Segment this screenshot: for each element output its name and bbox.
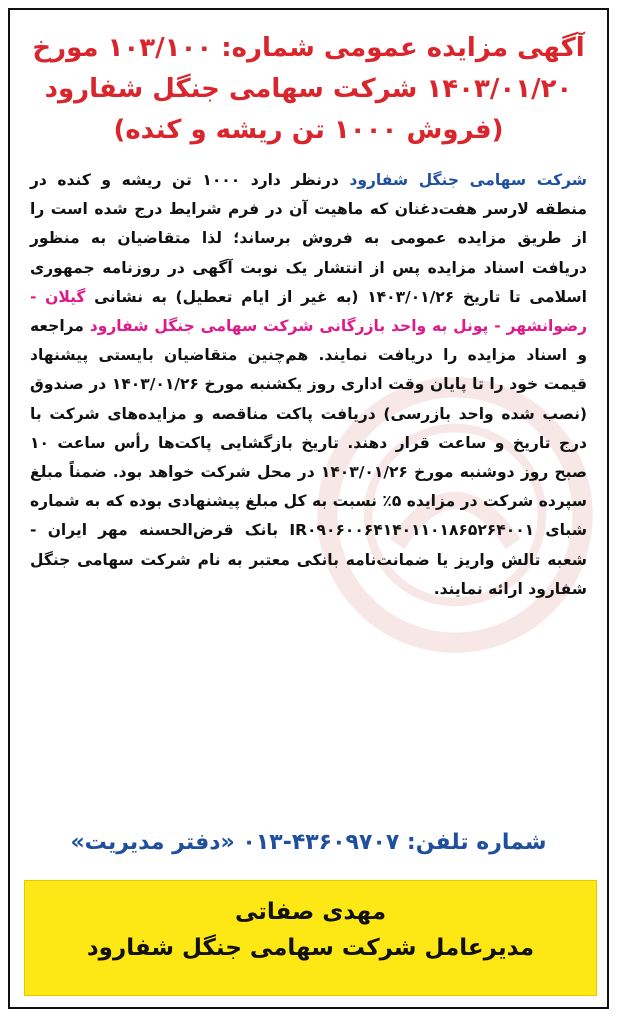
company-name-lead: شرکت سهامی جنگل شفارود: [349, 171, 588, 189]
signature-box: [24, 880, 597, 996]
body-text-part-1: درنظر دارد ۱۰۰۰ تن ریشه و کنده در منطقه لارسر هفت‌دغنان که ماهیت آن در فرم شرایط درج شده است را از طریق مزایده عمومی به فروش برساند؛ لذا متقاضیان به منظور دریافت اسناد مزایده پس از انتشار یک نوبت آگهی در روزنامه جمهوری اسلامی تا تاریخ ۱۴۰۳/۰۱/۲۶ (به غیر از ایام تعطیل) به نشانی: [30, 171, 587, 306]
title-line-1: آگهی مزایده عمومی شماره: ۱۰۳/۱۰۰ مورخ: [32, 33, 585, 63]
signatory-role: مدیرعامل شرکت سهامی جنگل شفارود: [86, 935, 535, 961]
title-line-3: (فروش ۱۰۰۰ تن ریشه و کنده): [113, 115, 504, 145]
body-text-part-2: مراجعه و اسناد مزایده را دریافت نمایند. هم‌چنین متقاضیان بایستی پیشنهاد قیمت خود را تا پایان وقت اداری روز یکشنبه مورخ ۱۴۰۳/۰۱/۲۶ در صندوق (نصب شده واحد بازرسی) دریافت پاکت مناقصه و مزایده‌های شرکت با درج تاریخ و ساعت قرار دهند. تاریخ بازگشایی پاکت‌ها رأس ساعت ۱۰ صبح روز دوشنبه مورخ ۱۴۰۳/۰۱/۲۶ در محل شرکت خواهد بود. ضمناً مبلغ سپرده شرکت در مزایده ۵٪ نسبت به کل مبلغ پیشنهادی بوده که به شماره شبای IR۰۹۰۶۰۰۶۴۱۴۰۱۱۰۱۸۶۵۲۶۴۰۰۱ بانک قرض‌الحسنه مهر ایران - شعبه تالش واریز یا ضمانت‌نامه بانکی معتبر به نام شرکت سهامی جنگل شفارود ارائه نمایند.: [30, 317, 588, 598]
notice-title: [26, 28, 591, 151]
title-line-2: ۱۴۰۳/۰۱/۲۰ شرکت سهامی جنگل شفارود: [44, 74, 573, 104]
notice-frame: [8, 8, 609, 1009]
address-highlight: گیلان - رضوانشهر - پونل به واحد بازرگانی شرکت سهامی جنگل شفارود: [30, 287, 587, 336]
phone-line: شماره تلفن: ۴۳۶۰۹۷۰۷-۰۱۳ «دفتر مدیریت»: [70, 830, 547, 855]
signatory-name: مهدی صفاتی: [234, 899, 387, 925]
notice-body: [30, 166, 587, 604]
